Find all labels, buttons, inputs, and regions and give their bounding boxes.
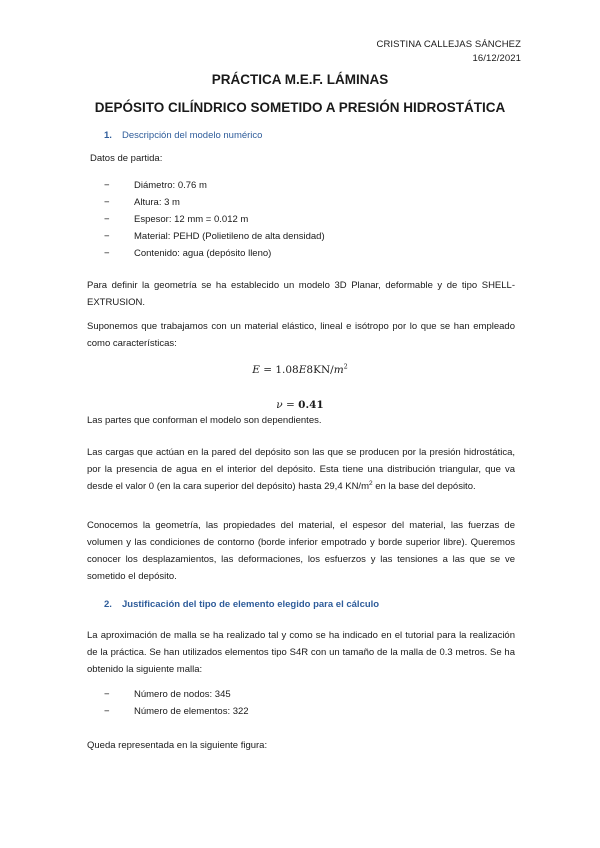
figure-reference-text: Queda representada en la siguiente figura: xyxy=(87,740,268,751)
document-date: 16/12/2021 xyxy=(472,53,521,64)
section-title: Justificación del tipo de elemento elegido para el cálculo xyxy=(122,599,380,610)
list-item: − Espesor: 12 mm = 0.012 m xyxy=(104,211,325,228)
intro-text: Datos de partida: xyxy=(90,153,163,164)
paragraph-material: Suponemos que trabajamos con un material elástico, lineal e isótropo por lo que se han empleado como características: xyxy=(87,321,515,349)
list-item: − Material: PEHD (Polietileno de alta densidad) xyxy=(104,228,325,245)
document-title: PRÁCTICA M.E.F. LÁMINAS xyxy=(211,72,389,87)
section-1-heading xyxy=(104,130,262,141)
paragraph-geometry: Para definir la geometría se ha establecido un modelo 3D Planar, deformable y de tipo SHELL-EXTRUSION. xyxy=(87,280,515,308)
paragraph-conditions: Conocemos la geometría, las propiedades del material, el espesor del material, las fuerzas de volumen y las condiciones de contorno (borde inferior empotrado y borde superior libre). Queremos conocer los desplazamientos, las deformaciones, los esfuerzos y las tensiones a las que se ve sometido el depósito. xyxy=(87,520,515,582)
dash-bullet: − xyxy=(104,248,110,259)
mesh-list xyxy=(104,686,249,720)
dash-bullet: − xyxy=(104,231,110,242)
equation-poisson-ratio: ν = 0.41 xyxy=(276,399,324,411)
list-item: − Contenido: agua (depósito lleno) xyxy=(104,245,325,262)
data-list xyxy=(104,177,325,262)
list-item: − Número de elementos: 322 xyxy=(104,703,249,720)
document-subtitle: DEPÓSITO CILÍNDRICO SOMETIDO A PRESIÓN HIDROSTÁTICA xyxy=(94,100,506,115)
list-item: − Diámetro: 0.76 m xyxy=(104,177,325,194)
dash-bullet: − xyxy=(104,180,110,191)
dash-bullet: − xyxy=(104,214,110,225)
header-block xyxy=(376,38,521,66)
section-2-heading xyxy=(104,599,379,610)
list-item: − Número de nodos: 345 xyxy=(104,686,249,703)
author-name: CRISTINA CALLEJAS SÁNCHEZ xyxy=(376,39,521,50)
paragraph-mesh: La aproximación de malla se ha realizado tal y como se ha indicado en el tutorial para la realización de la práctica. Se han utilizados elementos tipo S4R con un tamaño de la malla de 0.3 metros. Se ha obtenido la siguiente malla: xyxy=(87,630,515,675)
paragraph-parts: Las partes que conforman el modelo son dependientes. xyxy=(87,415,322,426)
section-title: Descripción del modelo numérico xyxy=(122,130,263,141)
dash-bullet: − xyxy=(104,689,110,700)
dash-bullet: − xyxy=(104,197,110,208)
section-number: 2. xyxy=(104,599,112,610)
section-number: 1. xyxy=(104,130,112,141)
list-item: − Altura: 3 m xyxy=(104,194,325,211)
equation-young-modulus: $E = 1.08E8KN/m^2$ xyxy=(252,362,348,376)
paragraph-loads: Las cargas que actúan en la pared del depósito son las que se producen por la presión hidrostática, por la presencia de agua en el interior del depósito. Esta tiene una distribución triangular, que va desde el valor 0 (en la cara superior del depósito) hasta 29,4 $KN/m^2$ en la base del depósito. xyxy=(87,447,515,492)
dash-bullet: − xyxy=(104,706,110,717)
